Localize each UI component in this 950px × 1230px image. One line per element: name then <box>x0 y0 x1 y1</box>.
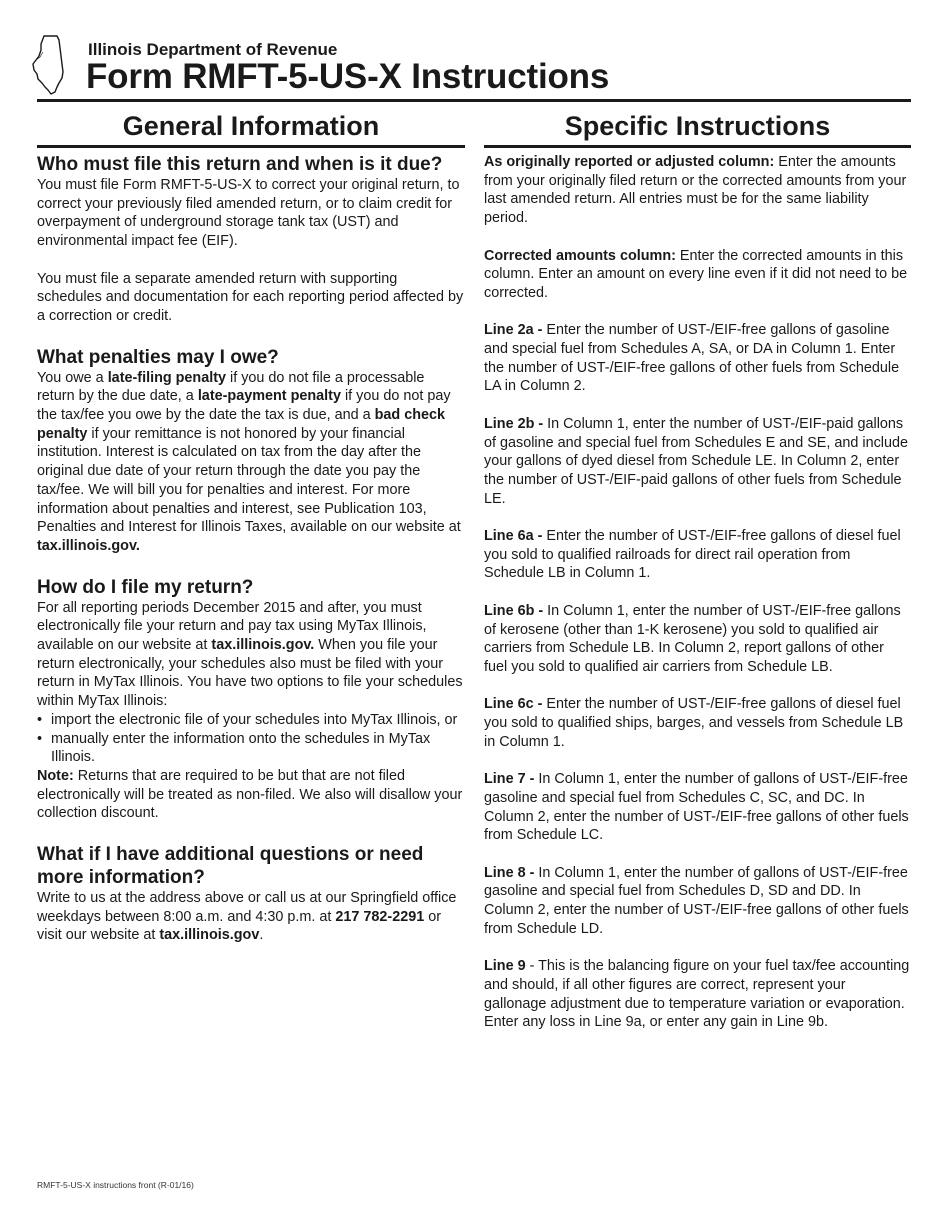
header-rule <box>37 99 911 102</box>
instruction-item: Line 2a - Enter the number of UST-/EIF-free gallons of gasoline and special fuel from Schedules A, SA, or DA in Column 1. Enter the number of UST-/EIF-free gallons of other fuels from Schedule LA in Column 2. <box>484 322 900 395</box>
instruction-item: Line 6c - Enter the number of UST-/EIF-free gallons of diesel fuel you sold to qualified ships, barges, and vessels from Schedule LB in Column 1. <box>484 696 904 750</box>
instruction-item: Line 6a - Enter the number of UST-/EIF-free gallons of diesel fuel you sold to qualified railroads for direct rail operation from Schedule LB in Column 1. <box>484 528 901 582</box>
who-must-file-paragraph-2: You must file a separate amended return with supporting schedules and documentation for each reporting period affected by a correction or credit. <box>37 270 464 324</box>
phone-number: 217 782-2291 <box>335 908 425 925</box>
general-information-rule <box>37 145 465 148</box>
penalties-heading: What penalties may I owe? <box>37 346 279 368</box>
instruction-item: Line 9 - This is the balancing figure on your fuel tax/fee accounting and should, if all other figures are correct, represent your gallonage adjustment due to temperature variation or evaporation. Enter any loss in Line 9a, or enter any gain in Line 9b. <box>484 958 910 1031</box>
instruction-item: Corrected amounts column: Enter the corrected amounts in this column. Enter an amount on every line even if it did not need to be corrected. <box>484 247 908 301</box>
illinois-state-logo-icon <box>30 34 74 96</box>
instruction-item: Line 7 - In Column 1, enter the number of gallons of UST-/EIF-free gasoline and special fuel from Schedules C, SC, and DC. In Column 2, enter the number of UST-/EIF-free gallons of other fuels from Schedule LC. <box>484 771 909 844</box>
form-title: Form RMFT-5-US-X Instructions <box>86 57 610 96</box>
filing-options-list <box>37 711 465 767</box>
form-footer-code: RMFT-5-US-X instructions front (R-01/16) <box>37 1180 194 1190</box>
specific-instructions-column <box>484 104 911 1032</box>
how-to-file-paragraph: For all reporting periods December 2015 and after, you must electronically file your return and pay tax using MyTax Illinois, available on our website at tax.illinois.gov. When you file your return electronically, your schedules also must be filed with your return in MyTax Illinois. You have two options to file your schedules within MyTax Illinois: <box>37 599 463 710</box>
website-link: tax.illinois.gov <box>159 927 260 944</box>
how-to-file-heading: How do I file my return? <box>37 576 254 598</box>
questions-paragraph: Write to us at the address above or call us at our Springfield office weekdays between 8:00 a.m. and 4:30 p.m. at 217 782-2291 or visit our website at tax.illinois.gov. <box>37 890 457 944</box>
specific-instructions-heading: Specific Instructions <box>564 111 831 141</box>
instruction-item: Line 2b - In Column 1, enter the number of UST-/EIF-paid gallons of gasoline and special fuel from Schedules E and SE, and include your gallons of dyed diesel from Schedule LE. In Column 2, enter the number of UST-/EIF-paid gallons of other fuels from Schedule LE. <box>484 415 908 507</box>
list-item: • manually enter the information onto the schedules in MyTax Illinois. <box>37 730 465 767</box>
general-information-column <box>37 104 465 945</box>
instruction-item: Line 6b - In Column 1, enter the number of UST-/EIF-free gallons of kerosene (other than 1-K kerosene) you sold to qualified air carriers from Schedule LB. In Column 2, report gallons of other fuel you sold to qualified air carriers from Schedule LB. <box>484 602 901 675</box>
note-paragraph: Note: Returns that are required to be but that are not filed electronically will be treated as non-filed. We also will disallow your collection discount. <box>37 767 463 822</box>
general-information-heading: General Information <box>122 111 380 141</box>
who-must-file-paragraph-1: You must file Form RMFT-5-US-X to correct your original return, to correct your previously filed amended return, or to claim credit for overpayment of underground storage tank tax (UST) and environmental impact fee (EIF). <box>37 177 460 250</box>
instruction-item: As originally reported or adjusted column: Enter the amounts from your originally filed return or the corrected amounts from your last amended return. All entries must be for the same liability period. <box>484 154 907 227</box>
penalties-paragraph: You owe a late-filing penalty if you do not file a processable return by the due date, a late-payment penalty if you do not pay the tax/fee you owe by the date the tax is due, and a bad check penalty if your remittance is not honored by your financial institution. Interest is calculated on tax from the day after the original due date of your return through the date you pay the tax/fee. We will bill you for penalties and interest. For more information about penalties and interest, see Publication 103, Penalties and Interest for Illinois Taxes, available on our website at tax.illinois.gov. <box>37 369 461 554</box>
specific-instructions-rule <box>484 145 911 148</box>
instruction-item: Line 8 - In Column 1, enter the number of gallons of UST-/EIF-free gasoline and special fuel from Schedules D, SD and DD. In Column 2, enter the number of UST-/EIF-free gallons of other fuels from Schedule LD. <box>484 864 909 937</box>
questions-heading: What if I have additional questions or need more information? <box>37 844 424 889</box>
website-link: tax.illinois.gov. <box>37 537 140 554</box>
list-item: • import the electronic file of your schedules into MyTax Illinois, or <box>37 711 465 730</box>
department-name: Illinois Department of Revenue <box>88 40 338 59</box>
who-must-file-heading: Who must file this return and when is it due? <box>37 154 443 175</box>
